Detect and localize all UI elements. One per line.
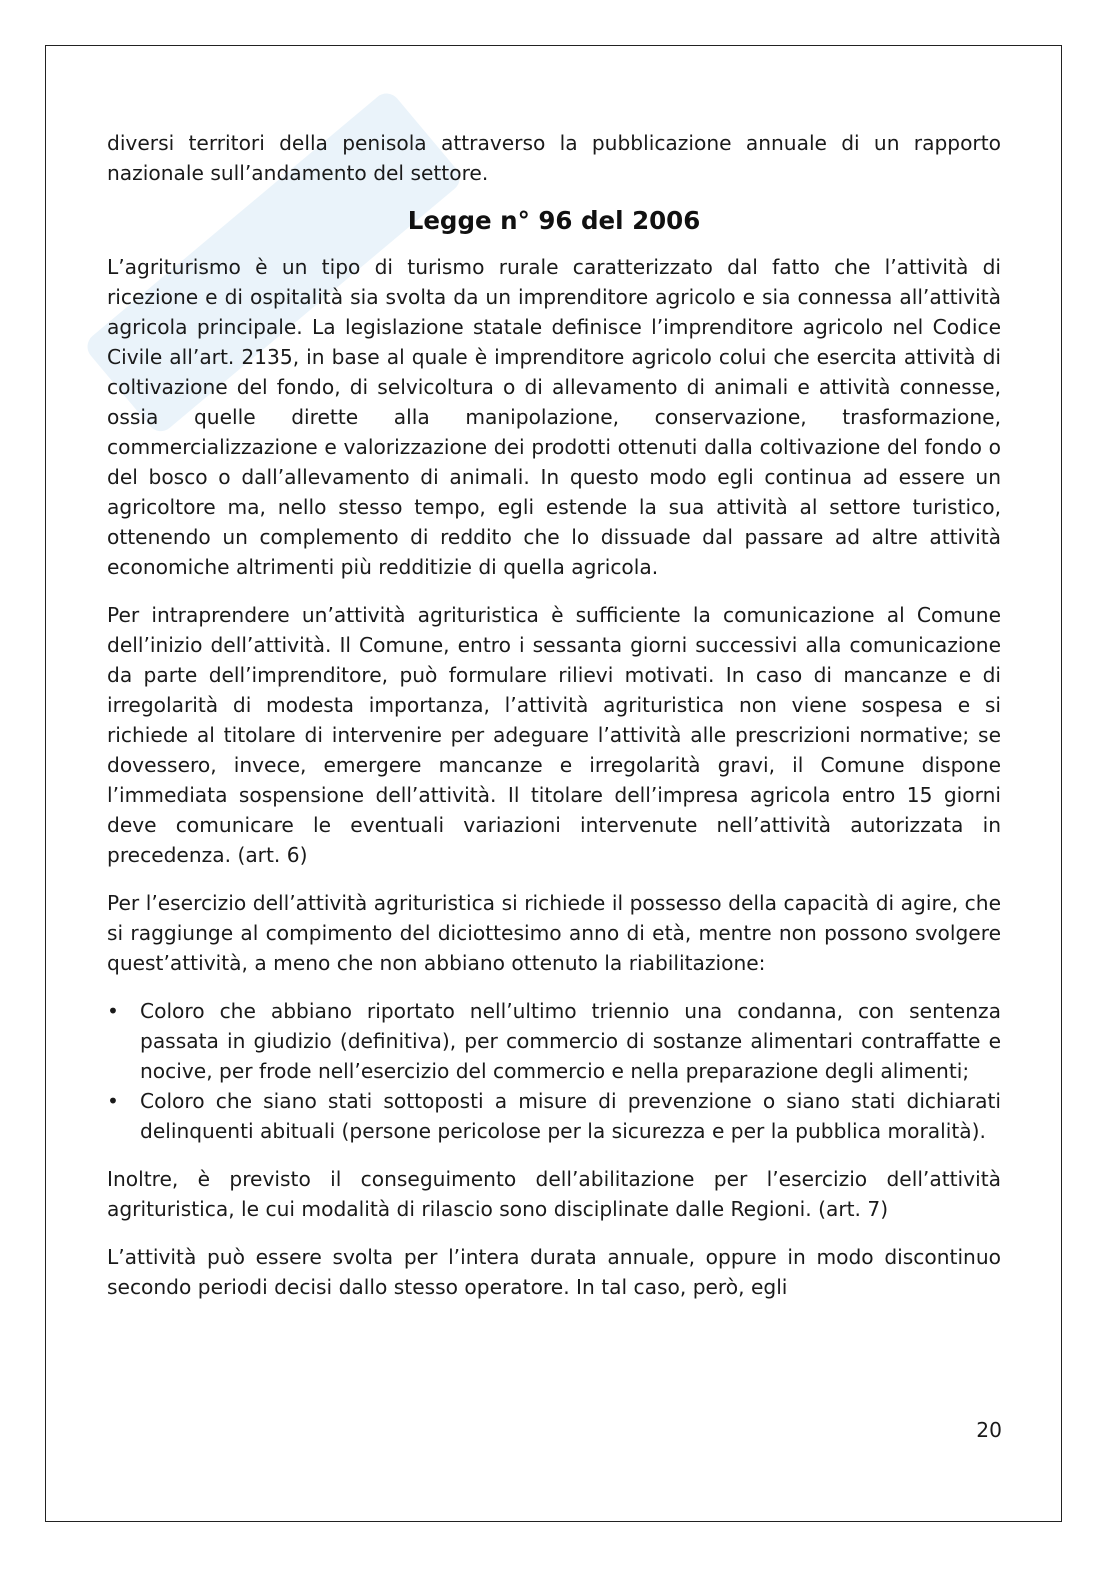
page-content [107,128,1001,1302]
page-number: 20 [976,1418,1002,1442]
bullet-icon: • [107,999,119,1023]
paragraph-communication: Per intraprendere un’attività agrituristica è sufficiente la comunicazione al Comune dell’inizio dell’attività. Il Comune, entro i sessanta giorni successivi alla comunicazione da parte dell’imprenditore, può formulare rilievi motivati. In caso di mancanze e di irregolarità di modesta importanza, l’attività agrituristica non viene sospesa e si richiede al titolare di intervenire per adeguare l’attività alle prescrizioni normative; se dovessero, invece, emergere mancanze e irregolarità gravi, il Comune dispone l’immediata sospensione dell’attività. Il titolare dell’impresa agricola entro 15 giorni deve comunicare le eventuali variazioni intervenute nell’attività autorizzata in precedenza. (art. 6) [107,603,1001,867]
bullet-icon: • [107,1089,119,1113]
list-item [107,1086,1001,1146]
list-item [107,996,1001,1086]
list-item-text: Coloro che abbiano riportato nell’ultimo triennio una condanna, con sentenza passata in giudizio (definitiva), per commercio di sostanze alimentari contraffatte e nocive, per frode nell’esercizio del commercio e nella preparazione degli alimenti; [140,999,1001,1083]
paragraph-duration: L’attività può essere svolta per l’intera durata annuale, oppure in modo discontinuo secondo periodi decisi dallo stesso operatore. In tal caso, però, egli [107,1245,1001,1299]
intro-paragraph: diversi territori della penisola attraverso la pubblicazione annuale di un rapporto nazionale sull’andamento del settore. [107,131,1001,185]
paragraph-requirements: Per l’esercizio dell’attività agrituristica si richiede il possesso della capacità di agire, che si raggiunge al compimento del diciottesimo anno di età, mentre non possono svolgere quest’attività, a meno che non abbiano ottenuto la riabilitazione: [107,891,1001,975]
list-item-text: Coloro che siano stati sottoposti a misure di prevenzione o siano stati dichiarati delinquenti abituali (persone pericolose per la sicurezza e per la pubblica moralità). [140,1089,1001,1143]
paragraph-definition: L’agriturismo è un tipo di turismo rurale caratterizzato dal fatto che l’attività di ricezione e di ospitalità sia svolta da un imprenditore agricolo e sia connessa all’attività agricola principale. La legislazione statale definisce l’imprenditore agricolo nel Codice Civile all’art. 2135, in base al quale è imprenditore agricolo colui che esercita attività di coltivazione del fondo, di selvicoltura o di allevamento di animali e attività connesse, ossia quelle dirette alla manipolazione, conservazione, trasformazione, commercializzazione e valorizzazione dei prodotti ottenuti dalla coltivazione del fondo o del bosco o dall’allevamento di animali. In questo modo egli continua ad essere un agricoltore ma, nello stesso tempo, egli estende la sua attività al settore turistico, ottenendo un complemento di reddito che lo dissuade dal passare ad altre attività economiche altrimenti più redditizie di quella agricola. [107,255,1001,579]
exclusion-list [107,996,1001,1146]
section-heading: Legge n° 96 del 2006 [407,206,701,235]
paragraph-qualification: Inoltre, è previsto il conseguimento dell’abilitazione per l’esercizio dell’attività agrituristica, le cui modalità di rilascio sono disciplinate dalle Regioni. (art. 7) [107,1167,1001,1221]
